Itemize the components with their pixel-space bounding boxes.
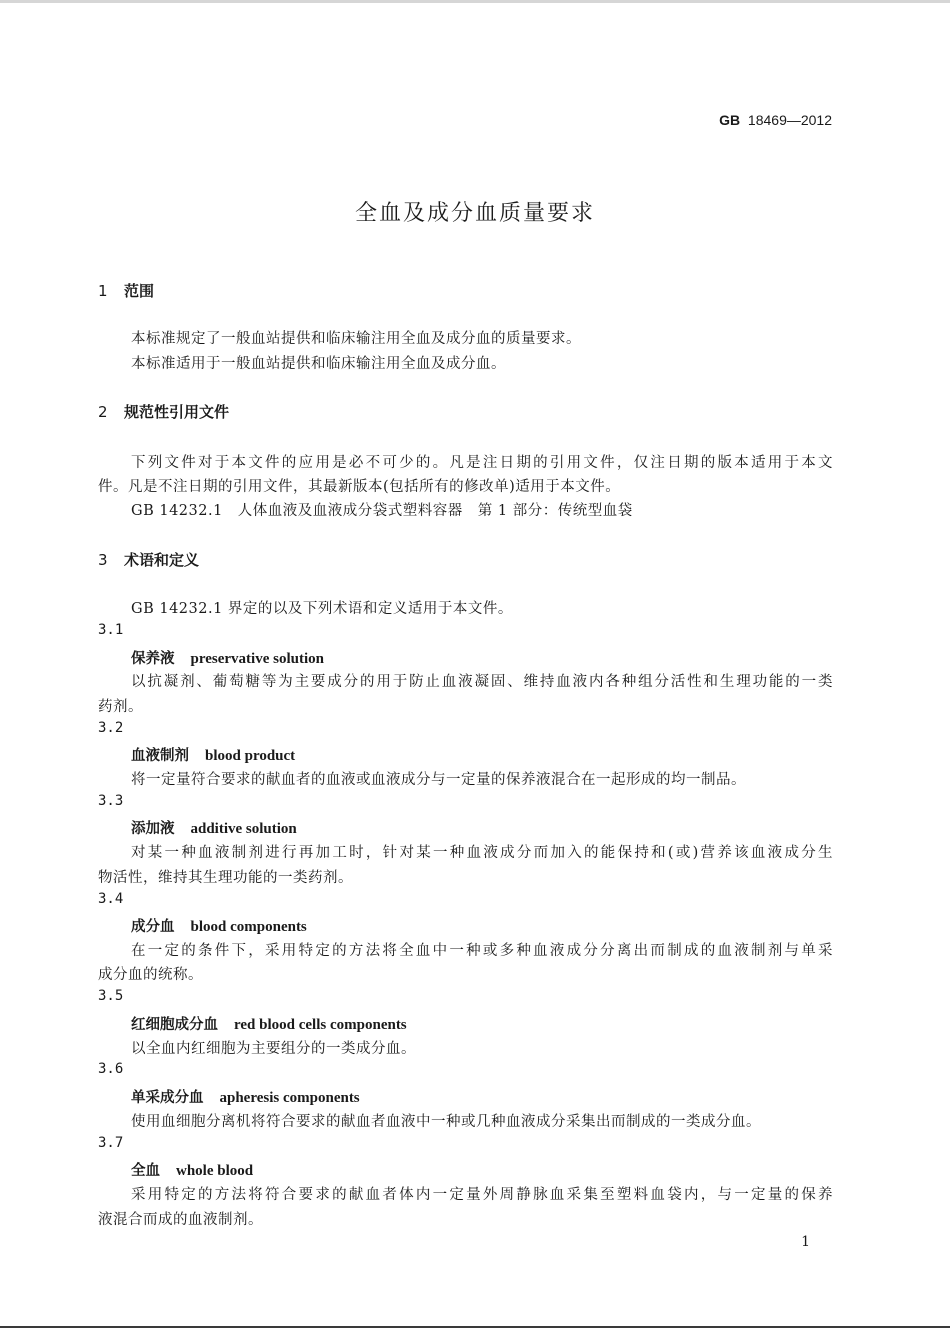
term-zh: 添加液: [131, 821, 175, 837]
paragraph: GB 14232.1 界定的以及下列术语和定义适用于本文件。: [131, 601, 513, 617]
term-definition: 采用特定的方法将符合要求的献血者体内一定量外周静脉血采集至塑料血袋内，与一定量的保养: [131, 1187, 833, 1203]
paragraph: 件。凡是不注日期的引用文件，其最新版本(包括所有的修改单)适用于本文件。: [98, 479, 621, 495]
term-definition: 对某一种血液制剂进行再加工时，针对某一种血液成分而加入的能保持和(或)营养该血液成分生: [131, 845, 833, 861]
term-heading: [131, 647, 324, 668]
term-definition: 药剂。: [98, 699, 143, 715]
page-number: 1: [801, 1234, 810, 1250]
term-heading: [131, 1013, 407, 1034]
term-en: blood product: [205, 748, 296, 764]
paragraph: 本标准规定了一般血站提供和临床输注用全血及成分血的质量要求。: [131, 331, 581, 347]
term-heading: [131, 1159, 253, 1180]
section-title: 术语和定义: [124, 551, 200, 569]
section-heading-2: [98, 401, 229, 422]
term-definition: 使用血细胞分离机将符合要求的献血者血液中一种或几种血液成分采集出而制成的一类成分血。: [131, 1114, 761, 1130]
term-en: additive solution: [190, 821, 297, 837]
term-zh: 保养液: [131, 651, 175, 667]
paragraph: 下列文件对于本文件的应用是必不可少的。凡是注日期的引用文件，仅注日期的版本适用于本文: [131, 455, 833, 471]
term-en: whole blood: [176, 1163, 254, 1179]
term-en: blood components: [190, 919, 307, 935]
term-definition: 液混合而成的血液制剂。: [98, 1212, 263, 1228]
section-number: 1: [98, 282, 108, 300]
standard-prefix: GB: [719, 112, 741, 128]
term-number: 3.1: [98, 622, 124, 638]
term-definition: 成分血的统称。: [98, 967, 203, 983]
term-en: apheresis components: [219, 1090, 360, 1106]
section-heading-1: [98, 280, 154, 301]
term-number: 3.7: [98, 1135, 124, 1151]
term-zh: 红细胞成分血: [131, 1017, 218, 1033]
term-number: 3.4: [98, 891, 124, 907]
term-en: preservative solution: [190, 651, 324, 667]
section-number: 2: [98, 403, 108, 421]
term-definition: 以抗凝剂、葡萄糖等为主要成分的用于防止血液凝固、维持血液内各种组分活性和生理功能的一类: [131, 674, 833, 690]
section-title: 范围: [124, 282, 155, 300]
term-definition: 在一定的条件下，采用特定的方法将全血中一种或多种血液成分分离出而制成的血液制剂与单采: [131, 943, 833, 959]
term-zh: 成分血: [131, 919, 175, 935]
page-title: 全血及成分血质量要求: [354, 201, 595, 226]
section-title: 规范性引用文件: [124, 403, 230, 421]
section-heading-3: [98, 549, 199, 570]
term-heading: [131, 915, 307, 936]
term-number: 3.5: [98, 988, 124, 1004]
term-number: 3.3: [98, 793, 124, 809]
paragraph: 本标准适用于一般血站提供和临床输注用全血及成分血。: [131, 356, 506, 372]
term-zh: 单采成分血: [131, 1090, 204, 1106]
section-number: 3: [98, 551, 108, 569]
term-definition: 将一定量符合要求的献血者的血液或血液成分与一定量的保养液混合在一起形成的均一制品。: [131, 772, 746, 788]
term-number: 3.6: [98, 1061, 124, 1077]
term-number: 3.2: [98, 720, 124, 736]
term-zh: 血液制剂: [131, 748, 189, 764]
term-heading: [131, 817, 297, 838]
term-heading: [131, 744, 295, 765]
term-definition: 以全血内红细胞为主要组分的一类成分血。: [131, 1041, 416, 1057]
term-definition: 物活性，维持其生理功能的一类药剂。: [98, 870, 353, 886]
term-en: red blood cells components: [234, 1017, 407, 1033]
normative-reference: GB 14232.1 人体血液及血液成分袋式塑料容器 第 1 部分：传统型血袋: [131, 503, 633, 519]
term-heading: [131, 1086, 360, 1107]
scan-bottom-edge: [0, 1326, 950, 1328]
standard-code: [719, 112, 832, 128]
standard-number: 18469—2012: [747, 112, 832, 128]
scan-top-edge: [0, 0, 950, 3]
term-zh: 全血: [131, 1163, 160, 1179]
